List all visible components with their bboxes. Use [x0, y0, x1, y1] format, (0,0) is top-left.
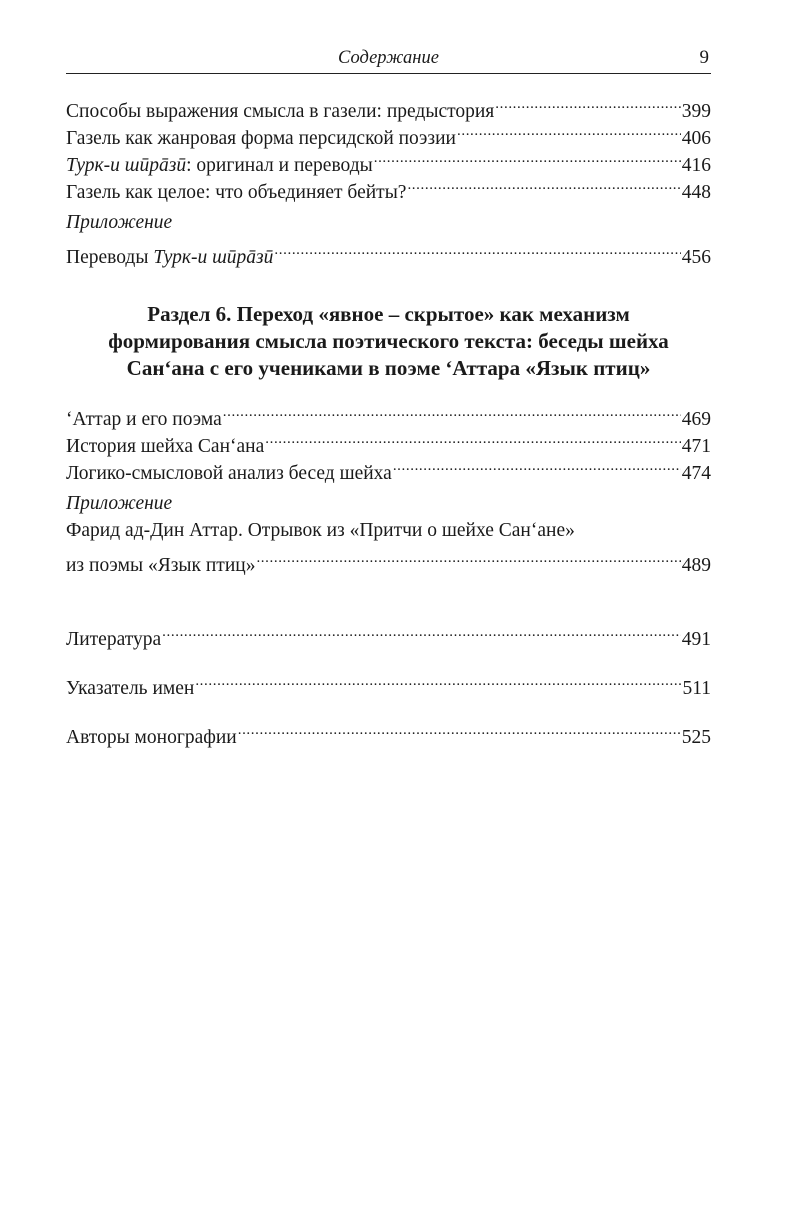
dot-leader [374, 144, 681, 171]
toc-page [66, 0, 711, 748]
dot-leader [393, 452, 681, 479]
toc-entry[interactable] [66, 236, 711, 268]
dot-leader [457, 117, 681, 144]
section-heading-line: Сан‘ана с его учениками в поэме ‘Аттара «Язык птиц» [126, 356, 651, 380]
toc-entry-page: 491 [681, 629, 711, 650]
toc-entry[interactable] [66, 398, 711, 430]
toc-entry-label: Способы выражения смысла в газели: предыстория [66, 101, 495, 122]
toc-entry-page: 511 [682, 678, 711, 699]
running-head-title: Содержание [338, 48, 439, 68]
appendix-label: Приложение [66, 212, 173, 233]
running-head [66, 0, 711, 74]
toc-entry-page: 469 [681, 409, 711, 430]
appendix-entry-line: Фарид ад-Дин Аттар. Отрывок из «Притчи о шейхе Сан‘ане» [66, 520, 575, 541]
toc-entry-page: 474 [681, 463, 711, 484]
toc-entry-label: Логико-смысловой анализ бесед шейха [66, 463, 392, 484]
toc-entry-page: 448 [681, 182, 711, 203]
toc-entry-label: Газель как жанровая форма персидской поэзии [66, 128, 456, 149]
dot-leader [407, 171, 680, 198]
toc-entry-label: Переводы Турк-и шӣрāзӣ [66, 247, 274, 268]
section-heading [66, 301, 711, 382]
appendix-label: Приложение [66, 493, 173, 514]
toc-entry-label: Литература [66, 629, 162, 650]
toc-entry-page: 456 [681, 247, 711, 268]
toc-entry[interactable] [66, 618, 711, 650]
toc-entry-page: 471 [681, 436, 711, 457]
section-heading-line: формирования смысла поэтического текста: беседы шейха [108, 329, 669, 353]
toc-entry-page: 406 [681, 128, 711, 149]
dot-leader [256, 544, 680, 571]
toc-entry-label: Указатель имен [66, 678, 195, 699]
toc-block-2 [66, 398, 711, 576]
toc-entry[interactable] [66, 667, 711, 699]
toc-entry[interactable] [66, 716, 711, 748]
toc-back-matter [66, 618, 711, 748]
dot-leader [238, 716, 681, 743]
toc-entry-page: 399 [681, 101, 711, 122]
toc-entry-page: 489 [681, 555, 711, 576]
toc-entry-page: 525 [681, 727, 711, 748]
dot-leader [162, 618, 681, 645]
toc-entry[interactable] [66, 90, 711, 122]
toc-block-1 [66, 90, 711, 268]
toc-entry-label: Турк-и шӣрāзӣ: оригинал и переводы [66, 155, 373, 176]
dot-leader [265, 425, 681, 452]
toc-entry-label: из поэмы «Язык птиц» [66, 555, 256, 576]
dot-leader [274, 236, 680, 263]
toc-entry-page: 416 [681, 155, 711, 176]
toc-entry-label: Авторы монографии [66, 727, 237, 748]
toc-entry[interactable] [66, 544, 711, 576]
toc-entry-label: Газель как целое: что объединяет бейты? [66, 182, 407, 203]
section-heading-line: Раздел 6. Переход «явное – скрытое» как механизм [147, 302, 630, 326]
page-number: 9 [699, 47, 709, 68]
dot-leader [195, 667, 681, 694]
toc-entry-label: ‘Аттар и его поэма [66, 409, 222, 430]
dot-leader [495, 90, 680, 117]
toc-entry-label: История шейха Сан‘ана [66, 436, 265, 457]
dot-leader [223, 398, 681, 425]
